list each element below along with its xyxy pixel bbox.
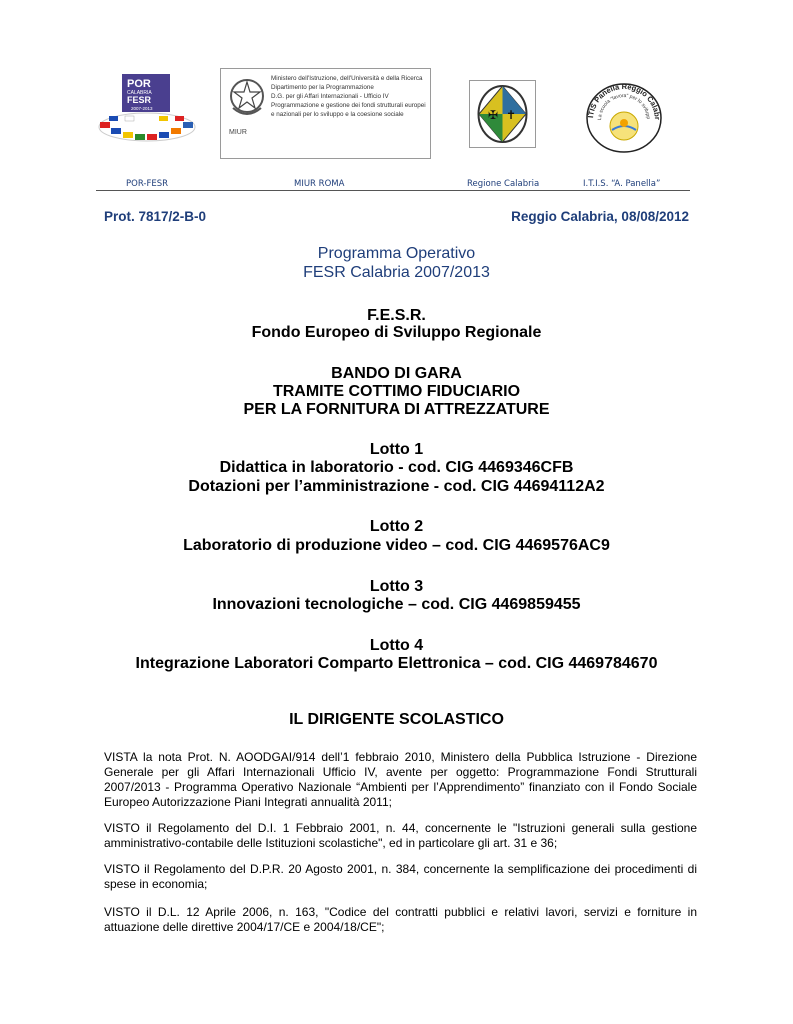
protocol-number: Prot. 7817/2-B-0 [104,209,207,224]
program-title-line1: Programma Operativo [317,245,476,262]
regione-calabria-logo [469,80,536,148]
bando-line1: BANDO DI GARA [331,365,462,382]
por-logo-line3: FESR [127,95,152,105]
bando-line3: PER LA FORNITURA DI ATTREZZATURE [243,401,550,418]
svg-text:✠: ✠ [488,108,499,122]
por-logo-line2: CALABRIA [127,90,152,96]
miur-line-1: Ministero dell'Istruzione, dell'Università e della Ricerca [271,75,423,82]
lot-4-line-1: Integrazione Laboratori Comparto Elettronica – cod. CIG 4469784670 [135,655,658,672]
header-por-fesr: POR-FESR [126,179,169,189]
itis-panella-logo [583,80,665,154]
miur-line-5: e nazionali per lo sviluppo e la coesione sociale [271,111,404,118]
fesr-acronym: F.E.S.R. [367,307,426,324]
miur-label: MIUR [229,129,247,136]
lot-3-line-1: Innovazioni tecnologiche – cod. CIG 4469859455 [212,596,581,613]
miur-logo-text [271,74,429,119]
header-itis-panella: I.T.I.S. “A. Panella” [583,179,661,189]
por-logo-line1: POR [127,78,151,90]
paragraph-visto-dpr-2001: VISTO il Regolamento del D.P.R. 20 Agosto 2001, n. 384, concernente la semplificazione dei procedimenti di spese in economia; [104,862,697,891]
lot-2-title: Lotto 2 [369,518,424,535]
miur-logo-box [220,68,431,159]
miur-line-3: D.G. per gli Affari Internazionali - Ufficio IV [271,93,389,100]
por-calabria-fesr-logo [95,72,200,150]
paragraph-visto-di-2001: VISTO il Regolamento del D.I. 1 Febbraio 2001, n. 44, concernente le "Istruzioni generali sulla gestione amministrativo-contabile delle Istituzioni scolastiche", ed in particolare gli art. 31 e 36; [104,821,697,850]
header-miur-roma: MIUR ROMA [294,179,345,189]
miur-line-4: Programmazione e gestione dei fondi strutturali europei [271,102,426,109]
paragraph-visto-dl-2006: VISTO il D.L. 12 Aprile 2006, n. 163, "Codice del contratti pubblici e relativi lavori, servizi e forniture in attuazione delle direttive 2004/17/CE e 2004/18/CE"; [104,905,697,934]
dirigente-heading: IL DIRIGENTE SCOLASTICO [289,711,504,728]
lot-3-title: Lotto 3 [369,578,424,595]
svg-text:✝: ✝ [506,108,517,122]
italian-emblem-icon [227,74,267,124]
por-logo-line4: 2007-2013 [131,106,153,111]
paragraph-vista-nota: VISTA la nota Prot. N. AOODGAI/914 dell’1 febbraio 2010, Ministero della Pubblica Istruzione - Direzione Generale per gli Affari Internazionali Ufficio IV, avente per oggetto: Programmazione Fondi Strutturali 2007/2013 - Programma Operativo Nazionale “Ambienti per l’Apprendimento” finanziato con il Fondo Sociale Europeo Autorizzazione Piani Integrati annualità 2011; [104,750,697,809]
place-date: Reggio Calabria, 08/08/2012 [511,209,689,224]
lot-1-title: Lotto 1 [369,441,424,458]
lot-1-line-2: Dotazioni per l’amministrazione - cod. CIG 44694112A2 [188,478,605,495]
calabria-coat-of-arms-icon [470,81,535,147]
program-title-line2: FESR Calabria 2007/2013 [303,264,490,281]
itis-arc-outer-text: ITIS Panella Reggio Calabr [586,81,663,121]
itis-arc-inner-text: La scuola "lavora" per lo svilupp [596,92,652,121]
miur-line-2: Dipartimento per la Programmazione [271,84,374,91]
header-regione-calabria: Regione Calabria [467,179,540,189]
bando-line2: TRAMITE COTTIMO FIDUCIARIO [272,383,521,400]
header-divider [96,190,690,191]
fesr-full-name: Fondo Europeo di Sviluppo Regionale [251,324,542,341]
eu-flags-ring-icon [99,113,195,141]
lot-2-line-1: Laboratorio di produzione video – cod. CIG 4469576AC9 [183,537,610,554]
lot-1-line-1: Didattica in laboratorio - cod. CIG 4469346CFB [219,459,574,476]
lot-4-title: Lotto 4 [369,637,424,654]
